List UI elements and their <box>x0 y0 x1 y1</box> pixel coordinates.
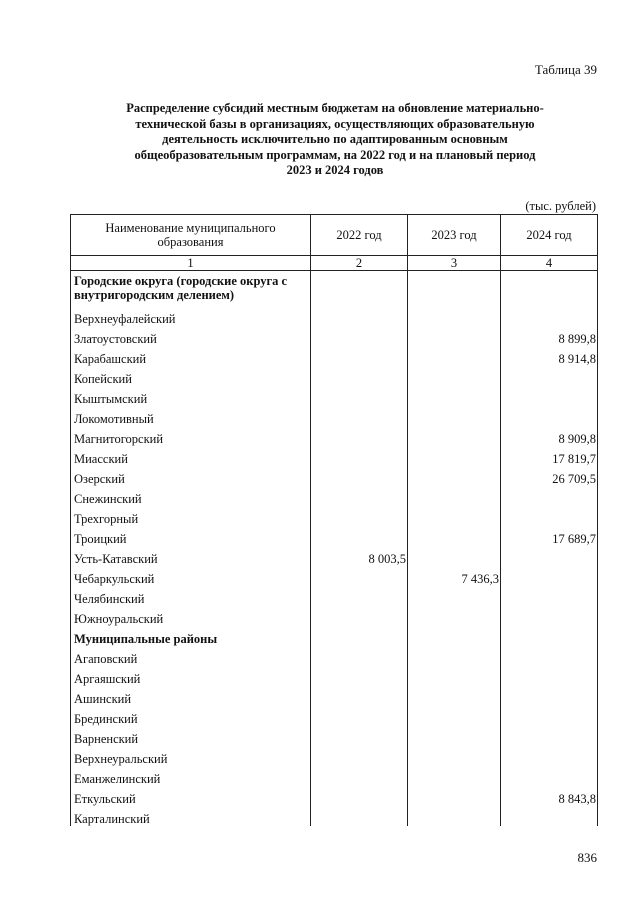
header-row <box>71 215 598 256</box>
header-municipality: Наименование муниципального образования <box>71 215 311 256</box>
value-2024-cell <box>501 306 598 326</box>
value-2023-cell <box>408 666 501 686</box>
title-line: деятельность исключительно по адаптированным основным <box>162 132 508 147</box>
value-2023-cell <box>408 271 501 307</box>
table-row <box>71 406 598 426</box>
municipality-cell: Муниципальные районы <box>71 626 311 646</box>
value-2022-cell <box>311 706 408 726</box>
value-2024-cell <box>501 406 598 426</box>
value-2022-cell <box>311 386 408 406</box>
value-2023-cell <box>408 466 501 486</box>
municipality-cell: Усть-Катавский <box>71 546 311 566</box>
subsidy-table <box>70 214 598 826</box>
value-2024-cell <box>501 566 598 586</box>
value-2022-cell <box>311 726 408 746</box>
value-2024-cell: 8 843,8 <box>501 786 598 806</box>
value-2022-cell <box>311 326 408 346</box>
value-2023-cell <box>408 686 501 706</box>
value-2024-cell: 17 689,7 <box>501 526 598 546</box>
value-2023-cell <box>408 606 501 626</box>
value-2022-cell <box>311 271 408 307</box>
value-2024-cell <box>501 546 598 566</box>
value-2022-cell <box>311 746 408 766</box>
value-2023-cell <box>408 766 501 786</box>
header-2022: 2022 год <box>311 215 408 256</box>
value-2024-cell <box>501 706 598 726</box>
table-row <box>71 786 598 806</box>
column-number-row <box>71 256 598 271</box>
title-line: Распределение субсидий местным бюджетам на обновление материально- <box>126 101 544 115</box>
table-row <box>71 546 598 566</box>
municipality-cell: Копейский <box>71 366 311 386</box>
title-line: общеобразовательным программам, на 2022 год и на плановый период <box>134 147 536 162</box>
value-2022-cell <box>311 366 408 386</box>
municipality-cell: Снежинский <box>71 486 311 506</box>
table-row <box>71 706 598 726</box>
table-row <box>71 526 598 546</box>
value-2022-cell <box>311 566 408 586</box>
value-2023-cell <box>408 706 501 726</box>
value-2024-cell <box>501 686 598 706</box>
table-row <box>71 306 598 326</box>
value-2023-cell <box>408 366 501 386</box>
municipality-cell: Еманжелинский <box>71 766 311 786</box>
value-2024-cell: 17 819,7 <box>501 446 598 466</box>
header-2024: 2024 год <box>501 215 598 256</box>
table-row <box>71 506 598 526</box>
municipality-cell: Брединский <box>71 706 311 726</box>
value-2024-cell <box>501 606 598 626</box>
municipality-cell: Ашинский <box>71 686 311 706</box>
value-2023-cell <box>408 446 501 466</box>
table-row <box>71 686 598 706</box>
value-2023-cell <box>408 746 501 766</box>
table-row <box>71 766 598 786</box>
column-number: 4 <box>501 256 598 271</box>
municipality-cell: Верхнеуфалейский <box>71 306 311 326</box>
municipality-cell: Челябинский <box>71 586 311 606</box>
value-2022-cell <box>311 626 408 646</box>
value-2022-cell: 8 003,5 <box>311 546 408 566</box>
column-number: 1 <box>71 256 311 271</box>
value-2024-cell <box>501 646 598 666</box>
value-2024-cell <box>501 486 598 506</box>
title-line: технической базы в организациях, осуществляющих образовательную <box>135 116 535 131</box>
municipality-cell: Миасский <box>71 446 311 466</box>
table-title <box>90 101 580 179</box>
value-2023-cell: 7 436,3 <box>408 566 501 586</box>
value-2023-cell <box>408 526 501 546</box>
value-2022-cell <box>311 506 408 526</box>
value-2022-cell <box>311 446 408 466</box>
value-2023-cell <box>408 626 501 646</box>
value-2023-cell <box>408 806 501 826</box>
value-2023-cell <box>408 346 501 366</box>
page-number: 836 <box>577 850 597 865</box>
value-2024-cell: 26 709,5 <box>501 466 598 486</box>
value-2024-cell <box>501 746 598 766</box>
units-label: (тыс. рублей) <box>525 199 596 213</box>
table-number: Таблица 39 <box>534 62 597 77</box>
value-2023-cell <box>408 726 501 746</box>
municipality-cell: Магнитогорский <box>71 426 311 446</box>
table-row <box>71 386 598 406</box>
header-2023: 2023 год <box>408 215 501 256</box>
value-2022-cell <box>311 786 408 806</box>
value-2023-cell <box>408 386 501 406</box>
municipality-cell: Карталинский <box>71 806 311 826</box>
value-2023-cell <box>408 646 501 666</box>
municipality-cell: Локомотивный <box>71 406 311 426</box>
table-row <box>71 726 598 746</box>
table-row <box>71 446 598 466</box>
value-2024-cell <box>501 766 598 786</box>
municipality-cell: Златоустовский <box>71 326 311 346</box>
value-2022-cell <box>311 346 408 366</box>
value-2023-cell <box>408 486 501 506</box>
table-row <box>71 646 598 666</box>
value-2024-cell <box>501 726 598 746</box>
value-2022-cell <box>311 606 408 626</box>
title-line: 2023 и 2024 годов <box>286 163 384 178</box>
table-row <box>71 426 598 446</box>
value-2022-cell <box>311 646 408 666</box>
section-row <box>71 271 598 307</box>
table-row <box>71 566 598 586</box>
table-row <box>71 366 598 386</box>
municipality-cell: Озерский <box>71 466 311 486</box>
table-row <box>71 466 598 486</box>
value-2023-cell <box>408 786 501 806</box>
table-row <box>71 746 598 766</box>
municipality-cell: Еткульский <box>71 786 311 806</box>
value-2024-cell <box>501 626 598 646</box>
municipality-cell: Карабашский <box>71 346 311 366</box>
table-row <box>71 486 598 506</box>
value-2024-cell <box>501 506 598 526</box>
municipality-cell: Кыштымский <box>71 386 311 406</box>
value-2024-cell <box>501 271 598 307</box>
value-2023-cell <box>408 306 501 326</box>
value-2022-cell <box>311 766 408 786</box>
value-2023-cell <box>408 546 501 566</box>
value-2022-cell <box>311 306 408 326</box>
value-2024-cell: 8 914,8 <box>501 346 598 366</box>
value-2024-cell: 8 909,8 <box>501 426 598 446</box>
municipality-cell: Агаповский <box>71 646 311 666</box>
value-2024-cell <box>501 386 598 406</box>
municipality-cell: Троицкий <box>71 526 311 546</box>
value-2023-cell <box>408 506 501 526</box>
municipality-cell: Чебаркульский <box>71 566 311 586</box>
value-2022-cell <box>311 526 408 546</box>
value-2022-cell <box>311 406 408 426</box>
value-2022-cell <box>311 806 408 826</box>
municipality-cell: Аргаяшский <box>71 666 311 686</box>
table-row <box>71 346 598 366</box>
column-number: 2 <box>311 256 408 271</box>
value-2023-cell <box>408 326 501 346</box>
table-row <box>71 806 598 826</box>
municipality-cell: Трехгорный <box>71 506 311 526</box>
municipality-cell: Верхнеуральский <box>71 746 311 766</box>
value-2024-cell <box>501 366 598 386</box>
value-2024-cell: 8 899,8 <box>501 326 598 346</box>
table-row <box>71 586 598 606</box>
value-2024-cell <box>501 586 598 606</box>
value-2023-cell <box>408 586 501 606</box>
value-2024-cell <box>501 666 598 686</box>
table-row <box>71 666 598 686</box>
table-body <box>71 271 598 827</box>
value-2022-cell <box>311 426 408 446</box>
value-2023-cell <box>408 426 501 446</box>
municipality-cell: Варненский <box>71 726 311 746</box>
value-2022-cell <box>311 466 408 486</box>
municipality-cell: Городские округа (городские округа с внутригородским делением) <box>71 271 311 307</box>
table-row <box>71 606 598 626</box>
value-2022-cell <box>311 666 408 686</box>
table-row <box>71 326 598 346</box>
value-2022-cell <box>311 586 408 606</box>
value-2022-cell <box>311 486 408 506</box>
column-number: 3 <box>408 256 501 271</box>
municipality-cell: Южноуральский <box>71 606 311 626</box>
value-2024-cell <box>501 806 598 826</box>
value-2023-cell <box>408 406 501 426</box>
value-2022-cell <box>311 686 408 706</box>
section-row <box>71 626 598 646</box>
